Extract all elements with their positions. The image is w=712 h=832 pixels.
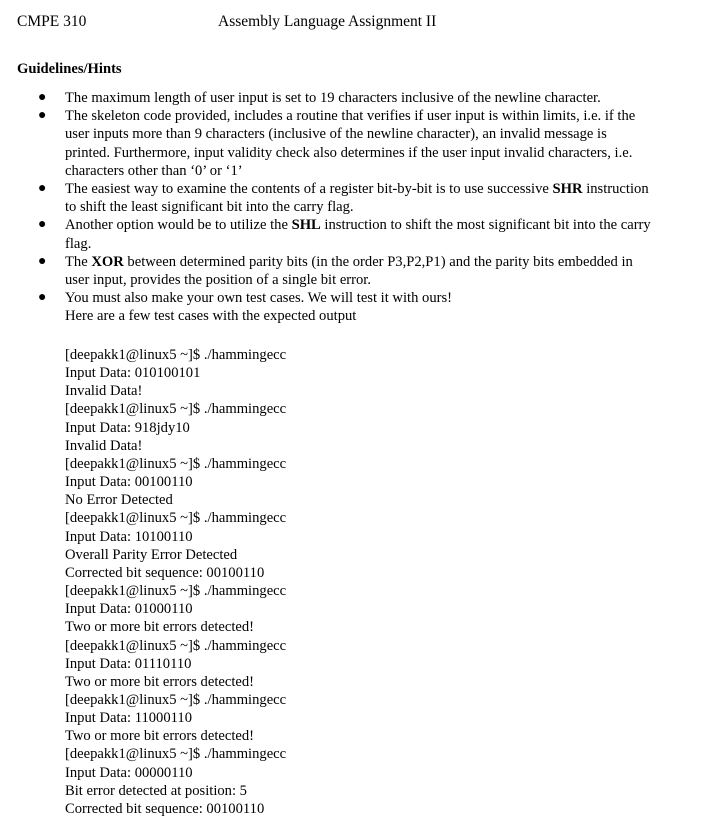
- terminal-line: Corrected bit sequence: 00100110: [65, 564, 265, 581]
- bullet-icon: ●: [38, 253, 47, 269]
- terminal-line: Overall Parity Error Detected: [65, 546, 238, 563]
- terminal-line: [deepakk1@linux5 ~]$ ./hammingecc: [65, 691, 287, 708]
- terminal-line: [deepakk1@linux5 ~]$ ./hammingecc: [65, 583, 287, 600]
- terminal-line: Input Data: 918jdy10: [65, 419, 190, 436]
- terminal-line: Bit error detected at position: 5: [65, 782, 247, 799]
- guideline-text: The skeleton code provided, includes a routine that verifies if user input is within limits, i.e. if the user inputs more than 9 characters (inclusive of the newline character), an invalid message is printed. Furthermore, input validity check also determines if the user input invalid characters, i.e. characters other than ‘0’ or ‘1’: [65, 108, 636, 179]
- bullet-icon: ●: [38, 290, 47, 306]
- terminal-line: Corrected bit sequence: 00100110: [65, 800, 265, 817]
- terminal-line: Input Data: 010100101: [65, 365, 201, 382]
- guideline-item: [0, 289, 712, 307]
- guideline-text: The: [65, 253, 92, 270]
- terminal-line: Two or more bit errors detected!: [65, 728, 255, 745]
- terminal-line: [deepakk1@linux5 ~]$ ./hammingecc: [65, 347, 287, 363]
- terminal-line: Two or more bit errors detected!: [65, 673, 255, 690]
- terminal-line: Input Data: 00000110: [65, 764, 193, 781]
- guideline-item: [0, 89, 712, 107]
- terminal-line: Invalid Data!: [65, 383, 143, 400]
- terminal-line: [deepakk1@linux5 ~]$ ./hammingecc: [65, 510, 287, 527]
- terminal-line: Input Data: 01110110: [65, 655, 192, 672]
- terminal-line: Input Data: 10100110: [65, 528, 193, 545]
- guideline-text: The maximum length of user input is set to 19 characters inclusive of the newline character.: [65, 90, 601, 106]
- guideline-item: [0, 216, 712, 252]
- terminal-line: Two or more bit errors detected!: [65, 619, 255, 636]
- guidelines-list: [0, 89, 712, 326]
- terminal-line: [deepakk1@linux5 ~]$ ./hammingecc: [65, 455, 287, 472]
- guideline-text: You must also make your own test cases. We will test it with ours!: [65, 290, 453, 307]
- course-code: CMPE 310: [17, 13, 87, 30]
- terminal-line: [deepakk1@linux5 ~]$ ./hammingecc: [65, 401, 287, 418]
- terminal-line: Invalid Data!: [65, 437, 143, 454]
- bullet-icon: ●: [38, 181, 47, 197]
- terminal-line: Input Data: 00100110: [65, 474, 193, 491]
- terminal-line: [deepakk1@linux5 ~]$ ./hammingecc: [65, 746, 287, 763]
- guideline-text-cont: instruction to shift the least significant bit into the carry flag.: [65, 181, 649, 216]
- bullet-icon: ●: [38, 90, 47, 105]
- bullet-icon: ●: [38, 217, 47, 233]
- guideline-keyword: SHR: [552, 181, 583, 198]
- guideline-text: Another option would be to utilize the: [65, 217, 292, 234]
- guideline-keyword: XOR: [91, 253, 124, 270]
- guideline-text: The easiest way to examine the contents of a register bit-by-bit is to use successive: [65, 181, 553, 198]
- test-cases-intro: Here are a few test cases with the expected output: [65, 308, 357, 325]
- terminal-line: [deepakk1@linux5 ~]$ ./hammingecc: [65, 637, 287, 654]
- guideline-text-cont: instruction to shift the most significant bit into the carry flag.: [65, 217, 651, 252]
- terminal-line: Input Data: 11000110: [65, 710, 192, 727]
- terminal-output: [65, 346, 286, 818]
- guideline-keyword: SHL: [291, 217, 321, 234]
- guideline-item: [0, 253, 712, 289]
- guideline-text-cont: between determined parity bits (in the order P3,P2,P1) and the parity bits embedded in user input, provides the position of a single bit error.: [65, 253, 633, 289]
- terminal-line: No Error Detected: [65, 492, 173, 509]
- guidelines-heading: Guidelines/Hints: [17, 61, 122, 77]
- bullet-icon: ●: [38, 108, 47, 124]
- guideline-item: [0, 107, 712, 180]
- guideline-item: [0, 180, 712, 216]
- assignment-title: Assembly Language Assignment II: [218, 13, 437, 30]
- terminal-line: Input Data: 01000110: [65, 601, 193, 618]
